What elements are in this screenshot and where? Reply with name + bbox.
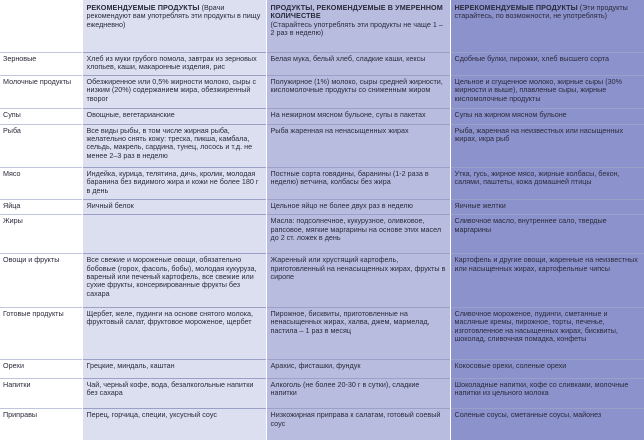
row-category: Яйца (0, 200, 82, 215)
cell-not-recommended: Кокосовые орехи, соленые орехи (450, 359, 644, 378)
table-row (0, 52, 644, 75)
row-category: Супы (0, 108, 82, 124)
cell-recommended: Щербет, желе, пудинги на основе снятого молока, фруктовый салат, фруктовое мороженое, щербет (82, 307, 266, 359)
cell-recommended: Овощные, вегетарианские (82, 108, 266, 124)
header-moderate-title: ПРОДУКТЫ, РЕКОМЕНДУЕМЫЕ В УМЕРЕННОМ КОЛИЧЕСТВЕ (270, 3, 443, 21)
cell-recommended: Чай, черный кофе, вода, безалкогольные напитки без сахара (82, 379, 266, 409)
row-category: Мясо (0, 167, 82, 200)
cell-not-recommended: Яичные желтки (450, 200, 644, 215)
cell-not-recommended: Соленые соусы, сметанные соусы, майонез (450, 409, 644, 440)
header-not-recommended-title: НЕРЕКОМЕНДУЕМЫЕ ПРОДУКТЫ (454, 3, 578, 12)
table-row (0, 254, 644, 308)
header-recommended-title: РЕКОМЕНДУЕМЫЕ ПРОДУКТЫ (86, 3, 200, 12)
corner-cell (0, 0, 82, 52)
table-row (0, 215, 644, 254)
row-category: Жиры (0, 215, 82, 254)
header-moderate (266, 0, 450, 52)
table-row (0, 167, 644, 200)
cell-not-recommended: Сдобные булки, пирожки, хлеб высшего сорта (450, 52, 644, 75)
header-moderate-note: (Старайтесь употреблять эти продукты не чаще 1 – 2 раз в неделю) (270, 19, 443, 38)
cell-recommended: Индейка, курица, телятина, дичь, кролик, молодая баранина без видимого жира и кожи не более 180 г в день (82, 167, 266, 200)
cell-not-recommended: Картофель и другие овощи, жаренные на неизвестных или насыщенных жирах, картофельные чипсы (450, 254, 644, 308)
cell-moderate: Жаренный или хрустящий картофель, приготовленный на ненасыщенных жирах, фрукты в сиропе (266, 254, 450, 308)
cell-moderate: Цельное яйцо не более двух раз в неделю (266, 200, 450, 215)
cell-recommended: Перец, горчица, специи, уксусный соус (82, 409, 266, 440)
row-category: Орехи (0, 359, 82, 378)
row-category: Зерновые (0, 52, 82, 75)
row-category: Рыба (0, 124, 82, 167)
header-recommended-note: (Врачи рекомендуют вам употреблять эти продукты в пищу ежедневно) (86, 3, 261, 29)
cell-not-recommended: Сливочное масло, внутреннее сало, твердые маргарины (450, 215, 644, 254)
cell-not-recommended: Цельное и сгущенное молоко, жирные сыры (30% жирности и выше), плавленые сыры, жирные кисломолочные продукты (450, 75, 644, 108)
cell-not-recommended: Шоколадные напитки, кофе со сливками, молочные напитки из цельного молока (450, 379, 644, 409)
table-row (0, 200, 644, 215)
cell-not-recommended: Сливочное мороженое, пудинги, сметанные и масляные кремы, пирожное, торты, печенье, изготовленное на насыщенных жирах, бисквиты, шоколад, сливочная помадка, конфеты (450, 307, 644, 359)
cell-recommended: Все виды рыбы, в том числе жирная рыба, желательно снять кожу: треска, пикша, камбала, сельдь, макрель, сардина, тунец, лосось и т.д. не менее 2–3 раз в неделю (82, 124, 266, 167)
cell-moderate: Постные сорта говядины, баранины (1-2 раза в неделю) ветчина, колбасы без жира (266, 167, 450, 200)
row-category: Овощи и фрукты (0, 254, 82, 308)
table-row (0, 124, 644, 167)
cell-moderate: Белая мука, белый хлеб, сладкие каши, кексы (266, 52, 450, 75)
row-category: Молочные продукты (0, 75, 82, 108)
cell-not-recommended: Утка, гусь, жирное мясо, жирные колбасы, бекон, салями, паштеты, кожа домашней птицы (450, 167, 644, 200)
row-category: Напитки (0, 379, 82, 409)
cell-recommended: Хлеб из муки грубого помола, завтрак из зерновых хлопьев, каши, макаронные изделия, рис (82, 52, 266, 75)
cell-not-recommended: Супы на жирном мясном бульоне (450, 108, 644, 124)
cell-recommended: Обезжиренное или 0,5% жирности молоко, сыры с низким (20%) содержанием жира, обезжиренный творог (82, 75, 266, 108)
row-category: Готовые продукты (0, 307, 82, 359)
table-row (0, 409, 644, 440)
cell-moderate: Алкоголь (не более 20-30 г в сутки), сладкие напитки (266, 379, 450, 409)
cell-moderate: Масла: подсолнечное, кукурузное, оливковое, рапсовое, мягкие маргарины на основе этих масел до 2 ст. ложек в день (266, 215, 450, 254)
cell-moderate: Арахис, фисташки, фундук (266, 359, 450, 378)
header-not-recommended-note: (Эти продукты старайтесь, по возможности, не употреблять) (454, 3, 628, 21)
cell-moderate: Полужирное (1%) молоко, сыры средней жирности, кисломолочные продукты со сниженным жиром (266, 75, 450, 108)
header-not-recommended (450, 0, 644, 52)
cell-recommended: Яичный белок (82, 200, 266, 215)
table-row (0, 75, 644, 108)
cell-moderate: На нежирном мясном бульоне, супы в пакетах (266, 108, 450, 124)
table-row (0, 307, 644, 359)
cell-moderate: Пирожное, бисквиты, приготовленные на ненасыщенных жирах, халва, джем, мармелад, пастила – 1 раз в месяц (266, 307, 450, 359)
cell-moderate: Рыба жаренная на ненасыщенных жирах (266, 124, 450, 167)
table-row (0, 108, 644, 124)
table-row (0, 379, 644, 409)
row-category: Приправы (0, 409, 82, 440)
cell-moderate: Низкожирная приправа к салатам, готовый соевый соус (266, 409, 450, 440)
header-row (0, 0, 644, 52)
cell-recommended: Все свежие и мороженые овощи, обязательно бобовые (горох, фасоль, бобы), молодая кукуруза, вареный или печеный картофель, все свежие или сухие фрукты, консервированные фрукты без сахара (82, 254, 266, 308)
cell-recommended (82, 215, 266, 254)
cell-not-recommended: Рыба, жаренная на неизвестных или насыщенных жирах, икра рыб (450, 124, 644, 167)
cell-recommended: Грецкие, миндаль, каштан (82, 359, 266, 378)
table-row (0, 359, 644, 378)
header-recommended (82, 0, 266, 52)
